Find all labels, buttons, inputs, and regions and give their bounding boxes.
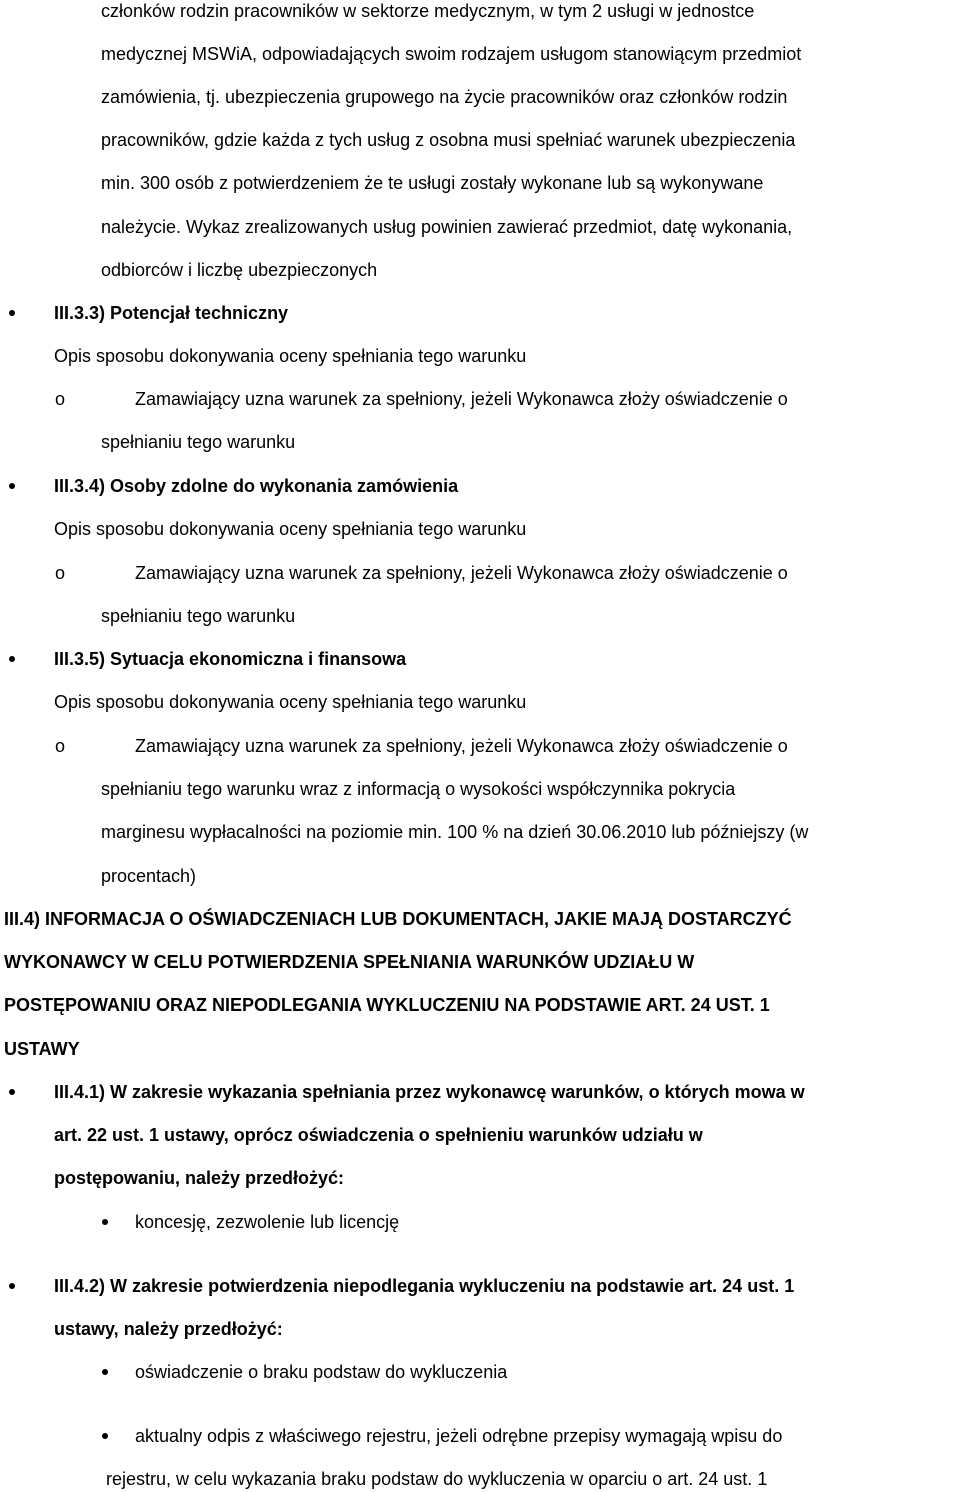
bullet-dot	[9, 1089, 15, 1095]
section-heading-4-line-2: WYKONAWCY W CELU POTWIERDZENIA SPEŁNIANIA WARUNKÓW UDZIAŁU W	[4, 952, 695, 972]
list-item: oświadczenie o braku podstaw do wykluczenia	[135, 1362, 508, 1382]
bullet-dot	[9, 310, 15, 316]
condition-line-1: Zamawiający uzna warunek za spełniony, jeżeli Wykonawca złoży oświadczenie o	[135, 389, 788, 409]
condition-line-4: procentach)	[101, 866, 197, 886]
section-heading-4-line-4: USTAWY	[4, 1039, 80, 1059]
intro-line-7: odbiorców i liczbę ubezpieczonych	[101, 260, 378, 280]
condition-line-2: spełnianiu tego warunku wraz z informacją o wysokości współczynnika pokrycia	[101, 779, 736, 799]
assessment-method-label: Opis sposobu dokonywania oceny spełniania tego warunku	[54, 692, 527, 712]
condition-line-1: Zamawiający uzna warunek za spełniony, jeżeli Wykonawca złoży oświadczenie o	[135, 736, 788, 756]
section-heading-3-3: III.3.3) Potencjał techniczny	[54, 303, 289, 323]
bullet-dot	[9, 656, 15, 662]
section-heading-4-2-line-2: ustawy, należy przedłożyć:	[54, 1319, 283, 1339]
condition-line-1: Zamawiający uzna warunek za spełniony, jeżeli Wykonawca złoży oświadczenie o	[135, 563, 788, 583]
section-heading-4-1-line-2: art. 22 ust. 1 ustawy, oprócz oświadczenia o spełnieniu warunków udziału w	[54, 1125, 703, 1145]
bullet-dot	[102, 1219, 108, 1225]
section-heading-4-1-line-1: III.4.1) W zakresie wykazania spełniania przez wykonawcę warunków, o których mowa w	[54, 1082, 805, 1102]
intro-line-2: medycznej MSWiA, odpowiadających swoim rodzajem usługom stanowiącym przedmiot	[101, 44, 802, 64]
bullet-dot	[102, 1433, 108, 1439]
bullet-dot	[9, 1283, 15, 1289]
list-item-line-1: aktualny odpis z właściwego rejestru, jeżeli odrębne przepisy wymagają wpisu do	[135, 1426, 783, 1446]
assessment-method-label: Opis sposobu dokonywania oceny spełniania tego warunku	[54, 519, 527, 539]
list-item: koncesję, zezwolenie lub licencję	[135, 1212, 400, 1232]
intro-line-3: zamówienia, tj. ubezpieczenia grupowego na życie pracowników oraz członków rodzin	[101, 87, 788, 107]
condition-line-3: marginesu wypłacalności na poziomie min. 100 % na dzień 30.06.2010 lub późniejszy (w	[101, 822, 809, 842]
section-heading-3-5: III.3.5) Sytuacja ekonomiczna i finansowa	[54, 649, 407, 669]
intro-line-4: pracowników, gdzie każda z tych usług z osobna musi spełniać warunek ubezpieczenia	[101, 130, 796, 150]
intro-line-6: należycie. Wykaz zrealizowanych usług powinien zawierać przedmiot, datę wykonania,	[101, 217, 793, 237]
circle-bullet: o	[55, 563, 66, 583]
intro-line-1: członków rodzin pracowników w sektorze medycznym, w tym 2 usługi w jednostce	[101, 1, 755, 21]
condition-line-2: spełnianiu tego warunku	[101, 432, 296, 452]
condition-line-2: spełnianiu tego warunku	[101, 606, 296, 626]
section-heading-4-2-line-1: III.4.2) W zakresie potwierdzenia niepodlegania wykluczeniu na podstawie art. 24 ust. 1	[54, 1276, 795, 1296]
assessment-method-label: Opis sposobu dokonywania oceny spełniania tego warunku	[54, 346, 527, 366]
section-heading-4-1-line-3: postępowaniu, należy przedłożyć:	[54, 1168, 345, 1188]
section-heading-4-line-3: POSTĘPOWANIU ORAZ NIEPODLEGANIA WYKLUCZENIU NA PODSTAWIE ART. 24 UST. 1	[4, 995, 770, 1015]
section-heading-4-line-1: III.4) INFORMACJA O OŚWIADCZENIACH LUB DOKUMENTACH, JAKIE MAJĄ DOSTARCZYĆ	[4, 909, 792, 929]
list-item-line-2: rejestru, w celu wykazania braku podstaw do wykluczenia w oparciu o art. 24 ust. 1	[106, 1469, 768, 1489]
bullet-dot	[102, 1369, 108, 1375]
circle-bullet: o	[55, 736, 66, 756]
bullet-dot	[9, 483, 15, 489]
circle-bullet: o	[55, 389, 66, 409]
section-heading-3-4: III.3.4) Osoby zdolne do wykonania zamówienia	[54, 476, 459, 496]
intro-line-5: min. 300 osób z potwierdzeniem że te usługi zostały wykonane lub są wykonywane	[101, 173, 764, 193]
